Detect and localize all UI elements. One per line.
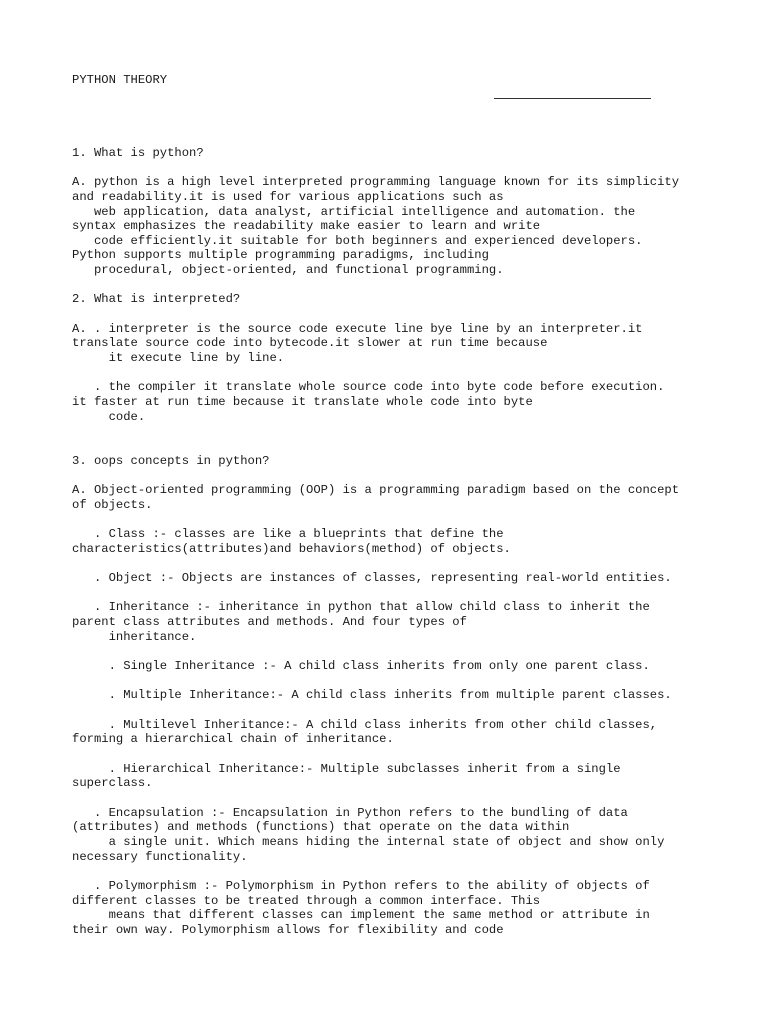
answer-line: . Encapsulation :- Encapsulation in Python refers to the bundling of data bbox=[72, 806, 628, 820]
answer-line: necessary functionality. bbox=[72, 850, 248, 864]
answer-line: means that different classes can implement the same method or attribute in bbox=[72, 908, 650, 922]
answer-line: characteristics(attributes)and behaviors(method) of objects. bbox=[72, 542, 511, 556]
answer-line: forming a hierarchical chain of inheritance. bbox=[72, 732, 394, 746]
answer-line: it faster at run time because it translate whole code into byte bbox=[72, 395, 533, 409]
answer-line: . Multiple Inheritance:- A child class inherits from multiple parent classes. bbox=[72, 688, 672, 702]
signature-line bbox=[494, 98, 651, 99]
answer-line: code. bbox=[72, 410, 146, 424]
answer-line: superclass. bbox=[72, 776, 153, 790]
answer-line: it execute line by line. bbox=[72, 351, 285, 365]
answer-line: . Hierarchical Inheritance:- Multiple subclasses inherit from a single bbox=[72, 762, 621, 776]
answer-line: their own way. Polymorphism allows for flexibility and code bbox=[72, 923, 504, 937]
answer-line: . Object :- Objects are instances of classes, representing real-world entities. bbox=[72, 571, 672, 585]
question-heading: 2. What is interpreted? bbox=[72, 292, 241, 306]
answer-line: a single unit. Which means hiding the internal state of object and show only bbox=[72, 835, 665, 849]
answer-line: Python supports multiple programming paradigms, including bbox=[72, 248, 489, 262]
question-heading: 3. oops concepts in python? bbox=[72, 454, 270, 468]
answer-line: syntax emphasizes the readability make easier to learn and write bbox=[72, 219, 541, 233]
answer-line: different classes to be treated through a common interface. This bbox=[72, 894, 541, 908]
answer-line: . Multilevel Inheritance:- A child class inherits from other child classes, bbox=[72, 718, 658, 732]
answer-line: A. Object-oriented programming (OOP) is a programming paradigm based on the concept bbox=[72, 483, 680, 497]
answer-line: inheritance. bbox=[72, 630, 197, 644]
answer-line: and readability.it is used for various applications such as bbox=[72, 190, 504, 204]
answer-line: A. python is a high level interpreted programming language known for its simplicity bbox=[72, 175, 680, 189]
document-title: PYTHON THEORY bbox=[72, 73, 168, 87]
answer-line: code efficiently.it suitable for both beginners and experienced developers. bbox=[72, 234, 643, 248]
answer-line: of objects. bbox=[72, 498, 153, 512]
answer-line: . Polymorphism :- Polymorphism in Python refers to the ability of objects of bbox=[72, 879, 650, 893]
answer-line: parent class attributes and methods. And four types of bbox=[72, 615, 467, 629]
answer-line: translate source code into bytecode.it slower at run time because bbox=[72, 336, 548, 350]
answer-line: procedural, object-oriented, and functional programming. bbox=[72, 263, 504, 277]
answer-line: web application, data analyst, artificial intelligence and automation. the bbox=[72, 205, 636, 219]
answer-line: . the compiler it translate whole source code into byte code before execution. bbox=[72, 380, 665, 394]
question-heading: 1. What is python? bbox=[72, 146, 204, 160]
answer-line: . Single Inheritance :- A child class inherits from only one parent class. bbox=[72, 659, 650, 673]
answer-line: . Inheritance :- inheritance in python that allow child class to inherit the bbox=[72, 600, 650, 614]
answer-line: A. . interpreter is the source code execute line bye line by an interpreter.it bbox=[72, 322, 643, 336]
answer-line: (attributes) and methods (functions) that operate on the data within bbox=[72, 820, 570, 834]
answer-line: . Class :- classes are like a blueprints that define the bbox=[72, 527, 504, 541]
